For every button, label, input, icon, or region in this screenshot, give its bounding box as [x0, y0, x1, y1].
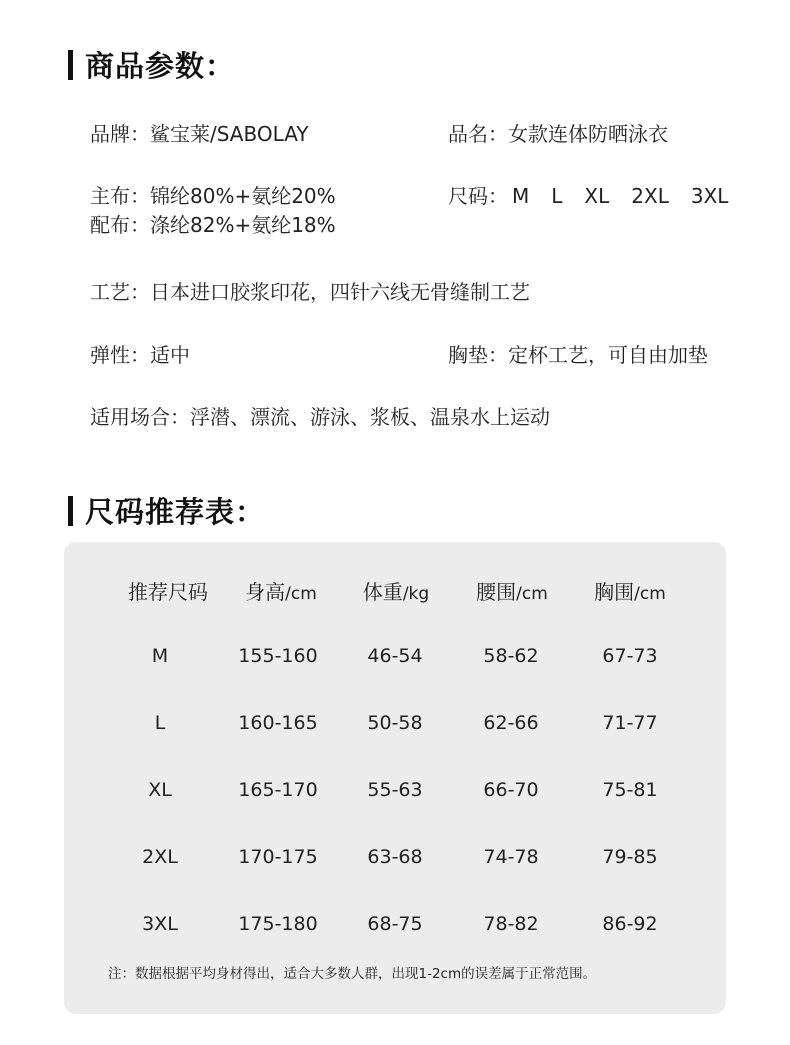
header-main: 腰围 — [476, 580, 517, 604]
table-cell-waist: 74-78 — [483, 846, 539, 868]
table-cell-size: XL — [148, 779, 172, 801]
params-section-title — [68, 44, 235, 85]
param-elasticity-label: 弹性： — [90, 343, 150, 367]
table-header-cell — [245, 576, 317, 605]
table-cell-size: 3XL — [142, 913, 178, 935]
table-cell-size: 2XL — [142, 846, 178, 868]
table-cell-height: 165-170 — [238, 779, 318, 801]
header-main: 推荐尺码 — [128, 580, 208, 604]
param-brand-value: 鲨宝莱/SABOLAY — [150, 122, 309, 146]
table-cell-height: 155-160 — [238, 645, 318, 667]
title-bar-decoration — [68, 496, 73, 526]
table-header-cell — [363, 576, 429, 605]
table-cell-bust: 71-77 — [602, 712, 658, 734]
size-option: L — [551, 184, 563, 208]
table-cell-waist: 58-62 — [483, 645, 539, 667]
table-cell-size: L — [154, 712, 166, 734]
param-occasion — [90, 401, 550, 430]
param-main-fabric — [90, 180, 336, 209]
param-craft — [90, 276, 530, 305]
param-pad-value: 定杯工艺，可自由加垫 — [508, 343, 708, 367]
param-craft-value: 日本进口胶浆印花，四针六线无骨缝制工艺 — [150, 280, 530, 304]
param-pad — [448, 339, 708, 368]
param-sizes-label: 尺码： — [448, 184, 508, 208]
table-cell-weight: 63-68 — [367, 846, 423, 868]
table-cell-bust: 79-85 — [602, 846, 658, 868]
param-main-fabric-value: 锦纶80%+氨纶20% — [150, 184, 336, 208]
size-option: M — [512, 184, 530, 208]
param-occasion-label: 适用场合： — [90, 405, 190, 429]
size-option: 3XL — [690, 184, 729, 208]
header-main: 身高 — [245, 580, 286, 604]
param-craft-label: 工艺： — [90, 280, 150, 304]
table-header-cell — [476, 576, 548, 605]
table-header-cell — [128, 576, 208, 605]
param-pad-label: 胸垫： — [448, 343, 508, 367]
param-sizes — [448, 180, 750, 209]
param-lining — [90, 209, 336, 238]
table-cell-bust: 86-92 — [602, 913, 658, 935]
size-option: XL — [584, 184, 610, 208]
param-elasticity — [90, 339, 190, 368]
table-cell-size: M — [151, 645, 169, 667]
table-cell-waist: 66-70 — [483, 779, 539, 801]
header-unit: /cm — [285, 584, 317, 604]
param-name-label: 品名： — [448, 122, 508, 146]
header-unit: /cm — [516, 584, 548, 604]
table-cell-height: 170-175 — [238, 846, 318, 868]
param-brand — [90, 118, 309, 147]
table-cell-bust: 67-73 — [602, 645, 658, 667]
size-option: 2XL — [631, 184, 669, 208]
params-title-text: 商品参数： — [85, 49, 236, 83]
header-unit: /cm — [634, 584, 666, 604]
param-name — [448, 118, 668, 147]
size-section-title — [68, 490, 265, 531]
param-occasion-value: 浮潜、漂流、游泳、浆板、温泉水上运动 — [190, 405, 550, 429]
table-cell-height: 160-165 — [238, 712, 318, 734]
table-cell-weight: 55-63 — [367, 779, 423, 801]
title-bar-decoration — [68, 50, 73, 80]
header-main: 体重 — [362, 580, 403, 604]
table-cell-weight: 68-75 — [367, 913, 423, 935]
size-table — [64, 542, 726, 1014]
param-lining-label: 配布： — [90, 213, 150, 237]
table-header-cell — [594, 576, 666, 605]
table-cell-weight: 46-54 — [367, 645, 423, 667]
param-elasticity-value: 适中 — [150, 343, 190, 367]
table-cell-bust: 75-81 — [602, 779, 658, 801]
table-cell-waist: 62-66 — [483, 712, 539, 734]
table-cell-weight: 50-58 — [367, 712, 423, 734]
size-table-note: 注：数据根据平均身材得出，适合大多数人群，出现1-2cm的误差属于正常范围。 — [108, 966, 597, 982]
param-brand-label: 品牌： — [90, 122, 150, 146]
table-cell-height: 175-180 — [238, 913, 318, 935]
header-main: 胸围 — [594, 580, 635, 604]
header-unit: /kg — [402, 584, 430, 604]
size-title-text: 尺码推荐表： — [85, 495, 266, 529]
table-cell-waist: 78-82 — [483, 913, 539, 935]
param-main-fabric-label: 主布： — [90, 184, 150, 208]
param-name-value: 女款连体防晒泳衣 — [508, 122, 668, 146]
param-lining-value: 涤纶82%+氨纶18% — [150, 213, 336, 237]
